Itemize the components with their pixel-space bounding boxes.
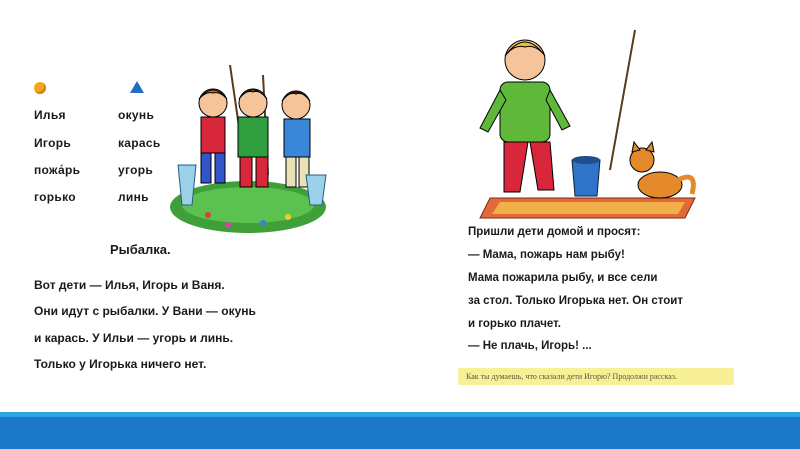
word-karas: карась	[118, 136, 161, 150]
word-gorko: горько	[34, 190, 76, 204]
story-title: Рыбалка.	[110, 242, 171, 257]
boys-fishing-illustration	[168, 55, 338, 235]
orange-circle-icon	[34, 82, 46, 94]
word-igor: Игорь	[34, 136, 72, 150]
right-line-6: — Не плачь, Игорь! ...	[468, 340, 592, 352]
word-lin: линь	[118, 190, 149, 204]
right-line-1: Пришли дети домой и просят:	[468, 226, 641, 238]
story-line-4: Только у Игорька ничего нет.	[34, 357, 207, 371]
right-line-4: за стол. Только Игорька нет. Он стоит	[468, 295, 683, 307]
question-prompt: Как ты думаешь, что сказали дети Игорю? Продолжи рассказ.	[458, 368, 734, 385]
story-line-1: Вот дети — Илья, Игорь и Ваня.	[34, 278, 225, 292]
word-pozhar: пожа́рь	[34, 163, 81, 177]
footer-stripe	[0, 412, 800, 417]
story-line-2: Они идут с рыбалки. У Вани — окунь	[34, 304, 256, 318]
blue-triangle-icon	[130, 81, 144, 93]
right-line-3: Мама пожарила рыбу, и все сели	[468, 272, 658, 284]
footer-band	[0, 412, 800, 449]
story-line-3: и карась. У Ильи — угорь и линь.	[34, 331, 234, 345]
word-ugor: угорь	[118, 163, 154, 177]
right-line-2: — Мама, пожарь нам рыбу!	[468, 249, 625, 261]
right-line-5: и горько плачет.	[468, 318, 561, 330]
word-ilya: Илья	[34, 108, 66, 122]
crying-boy-illustration	[470, 20, 710, 220]
word-okun: окунь	[118, 108, 155, 122]
